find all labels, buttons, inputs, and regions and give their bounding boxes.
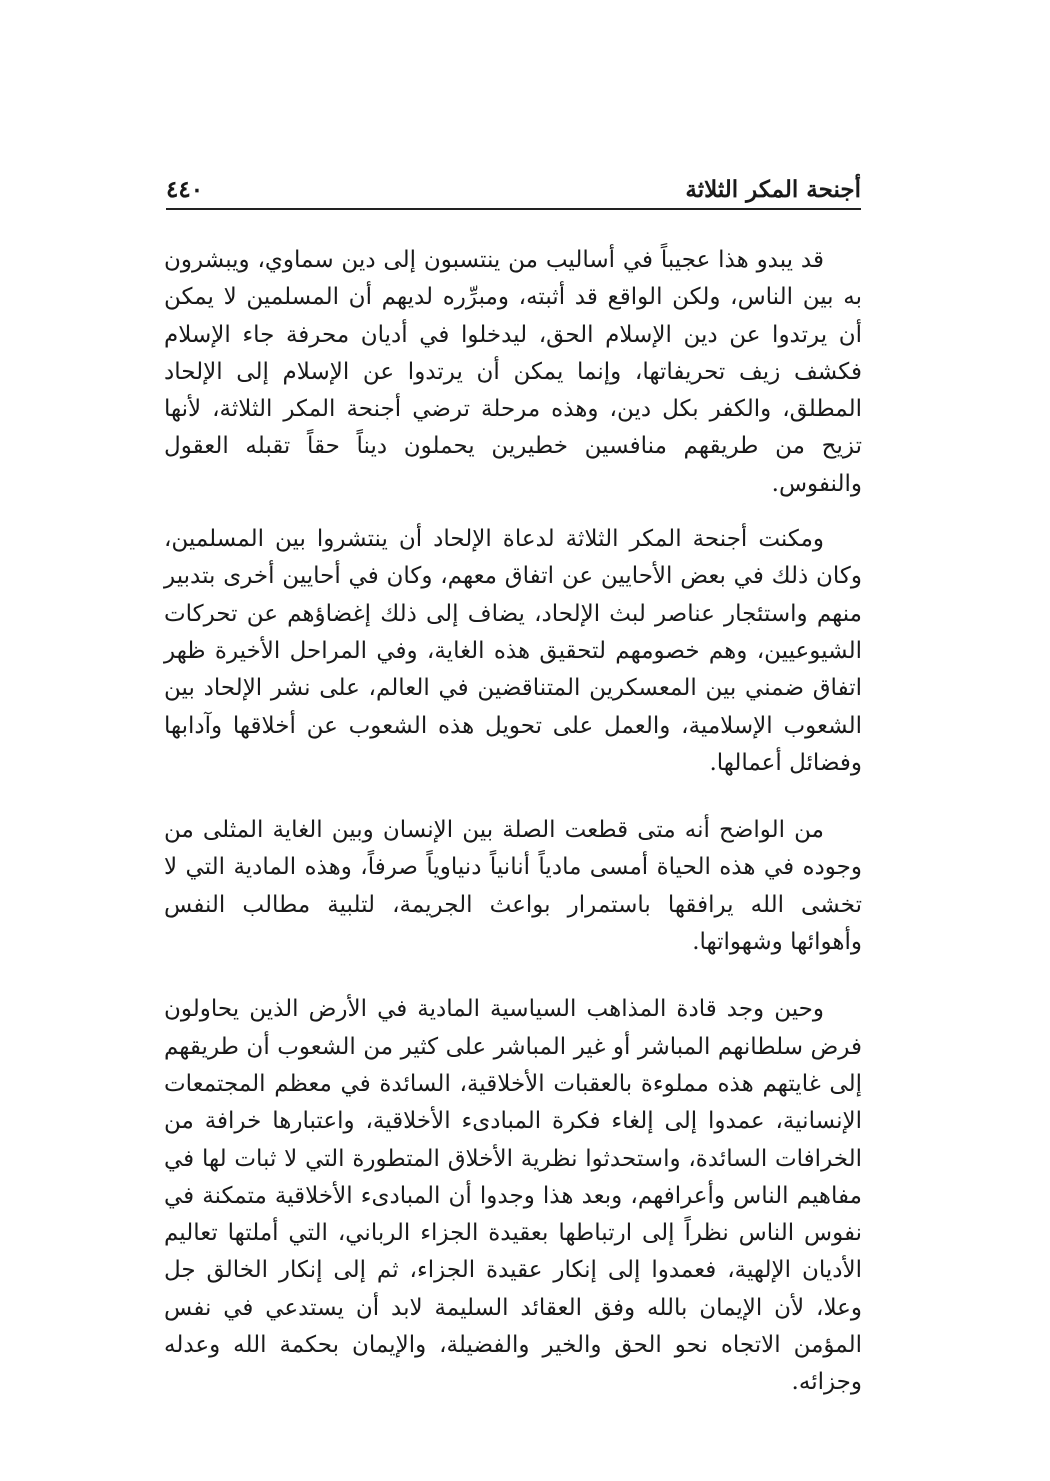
paragraph-3: من الواضح أنه متى قطعت الصلة بين الإنسان وبين الغاية المثلى من وجوده في هذه الحياة أمسى مادياً أنانياً دنياوياً صرفاً، وهذه المادية التي لا تخشى الله يرافقها باستمرار بواعث الجريمة، لتلبية مطالب النفس وأهوائها وشهواتها.	[164, 817, 862, 956]
paragraph-4: وحين وجد قادة المذاهب السياسية المادية في الأرض الذين يحاولون فرض سلطانهم المباشر أو غير المباشر على كثير من الشعوب أن طريقهم إلى غايتهم هذه مملوءة بالعقبات الأخلاقية، السائدة في معظم المجتمعات الإنسانية، عمدوا إلى إلغاء فكرة المبادىء الأخلاقية، واعتبارها خرافة من الخرافات السائدة، واستحدثوا نظرية الأخلاق المتطورة التي لا ثبات لها في مفاهيم الناس وأعرافهم، وبعد هذا وجدوا أن المبادىء الأخلاقية متمكنة في نفوس الناس نظراً إلى ارتباطها بعقيدة الجزاء الرباني، التي أملتها تعاليم الأديان الإلهية، فعمدوا إلى إنكار عقيدة الجزاء، ثم إلى إنكار الخالق جل وعلا، لأن الإيمان بالله وفق العقائد السليمة لابد أن يستدعي في نفس المؤمن الاتجاه نحو الحق والخير والفضيلة، والإيمان بحكمة الله وعدله وجزائه.	[164, 996, 862, 1396]
page-number: ٤٤٠	[166, 176, 204, 203]
header-title: أجنحة المكر الثلاثة	[685, 176, 861, 203]
body-text	[164, 242, 862, 1420]
running-header	[166, 172, 861, 204]
paragraph-1: قد يبدو هذا عجيباً في أساليب من ينتسبون إلى دين سماوي، ويبشرون به بين الناس، ولكن الواقع قد أثبته، ومبرِّره لديهم أن المسلمين لا يمكن أن يرتدوا عن دين الإسلام الحق، ليدخلوا في أديان محرفة جاء الإسلام فكشف زيف تحريفاتها، وإنما يمكن أن يرتدوا عن الإسلام إلى الإلحاد المطلق، والكفر بكل دين، وهذه مرحلة ترضي أجنحة المكر الثلاثة، لأنها تزيح من طريقهم منافسين خطيرين يحملون ديناً حقاً تقبله العقول والنفوس.	[164, 247, 862, 497]
paragraph-2: ومكنت أجنحة المكر الثلاثة لدعاة الإلحاد أن ينتشروا بين المسلمين، وكان ذلك في بعض الأحايين عن اتفاق معهم، وكان في أحايين أخرى بتدبير منهم واستئجار عناصر لبث الإلحاد، يضاف إلى ذلك إغضاؤهم عن تحركات الشيوعيين، وهم خصومهم لتحقيق هذه الغاية، وفي المراحل الأخيرة ظهر اتفاق ضمني بين المعسكرين المتناقضين في العالم، على نشر الإلحاد بين الشعوب الإسلامية، والعمل على تحويل هذه الشعوب عن أخلاقها وآدابها وفضائل أعمالها.	[164, 526, 862, 776]
header-divider	[166, 208, 861, 210]
